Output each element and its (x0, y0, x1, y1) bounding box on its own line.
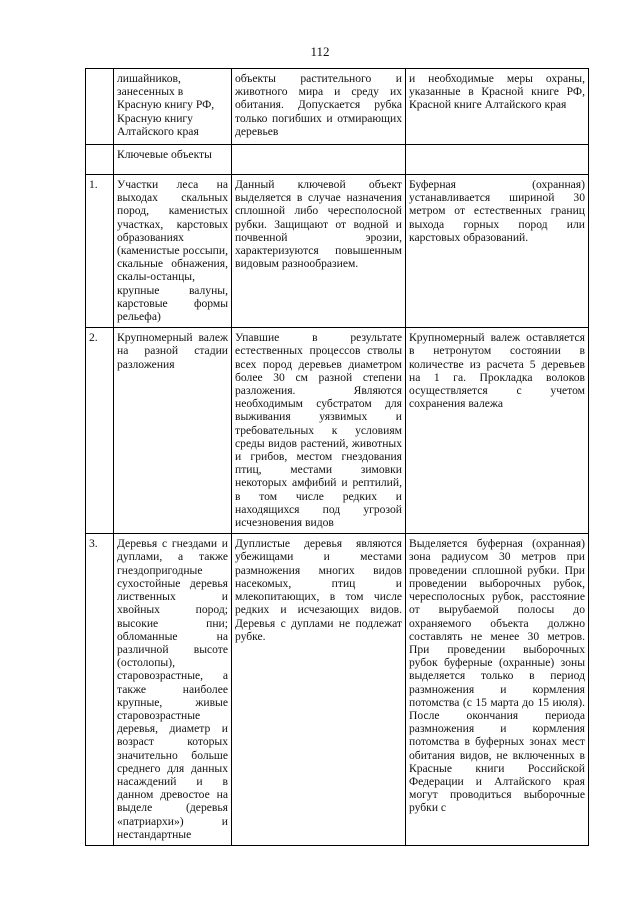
page-number: 112 (310, 44, 330, 59)
table-cell-description: Дуплистые деревья являются убежищами и местами размножения многих видов насекомых, птиц и млекопитающих, в том числе редких и исчезающих видов. Деревья с дуплами не подлежат рубке. (232, 534, 406, 846)
table-cell-measures: Буферная (охранная) устанавливается шириной 30 метром от естественных границ выхода горных пород или карстовых образований. (406, 175, 589, 328)
table-cell-measures: Выделяется буферная (охранная) зона радиусом 30 метров при проведении сплошной рубки. При проведении выборочных рубок, чересполосных рубок, расстояние от вырубаемой полосы до охраняемого объекта должно составлять не менее 30 метров. При проведении выборочных рубок буферные (охранные) зоны выделяется только в период размножения и кормления потомства (с 15 марта до 15 июля). После окончания периода размножения и кормления потомства в буферных зонах мест обитания видов, не включенных в Красные книги Российской Федерации и Алтайского края могут проводиться выборочные рубки с (406, 534, 589, 846)
table-cell-description: Упавшие в результате естественных процессов стволы всех пород деревьев диаметром более 30 см разной степени разложения. Являются необходимым субстратом для выживания уязвимых и требовательных к условиям среды видов растений, животных и грибов, местом гнездования птиц, местами зимовки некоторых амфибий и рептилий, в том числе редких и находящихся под угрозой исчезновения видов (232, 328, 406, 534)
table-row (86, 328, 589, 534)
table-cell-object: лишайников, занесенных в Красную книгу РФ, Красную книгу Алтайского края (114, 69, 232, 145)
protection-table (85, 68, 589, 846)
table-row (86, 175, 589, 328)
table-row-continuation (86, 69, 589, 145)
table-cell-empty (406, 145, 589, 175)
table-cell-num (86, 69, 114, 145)
section-title: Ключевые объекты (114, 145, 232, 175)
row-number: 1. (86, 175, 114, 328)
row-number: 3. (86, 534, 114, 846)
table-row-section (86, 145, 589, 175)
table-cell-object: Участки леса на выходах скальных пород, каменистых участках, карстовых образованиях (каменистые россыпи, скальные обнажения, скалы-останцы, крупные валуны, карстовые формы рельефа) (114, 175, 232, 328)
table-row (86, 534, 589, 846)
table-cell-measures: Крупномерный валеж оставляется в нетронутом состоянии в количестве из расчета 5 деревьев на 1 га. Прокладка волоков осуществляется с учетом сохранения валежа (406, 328, 589, 534)
table-cell-empty (232, 145, 406, 175)
table-cell-measures: и необходимые меры охраны, указанные в Красной книге РФ, Красной книге Алтайского края (406, 69, 589, 145)
row-number: 2. (86, 328, 114, 534)
table-cell-description: Данный ключевой объект выделяется в случае назначения сплошной либо чересполосной рубки. Защищают от водной и почвенной эрозии, характеризуются повышенным видовым разнообразием. (232, 175, 406, 328)
table-cell-object: Деревья с гнездами и дуплами, а также гнездопригодные сухостойные деревья лиственных и хвойных пород; высокие пни; обломанные на различной высоте (остолопы), старовозрастные, а также наиболее крупные, живые старовозрастные деревья, диаметр и возраст которых значительно больше среднего для данных насаждений и в данном древостое на выделе (деревья «патриархи») и нестандартные (114, 534, 232, 846)
table-cell-description: объекты растительного и животного мира и среду их обитания. Допускается рубка только погибших и отмирающих деревьев (232, 69, 406, 145)
table-cell-object: Крупномерный валеж на разной стадии разложения (114, 328, 232, 534)
table-cell-num (86, 145, 114, 175)
